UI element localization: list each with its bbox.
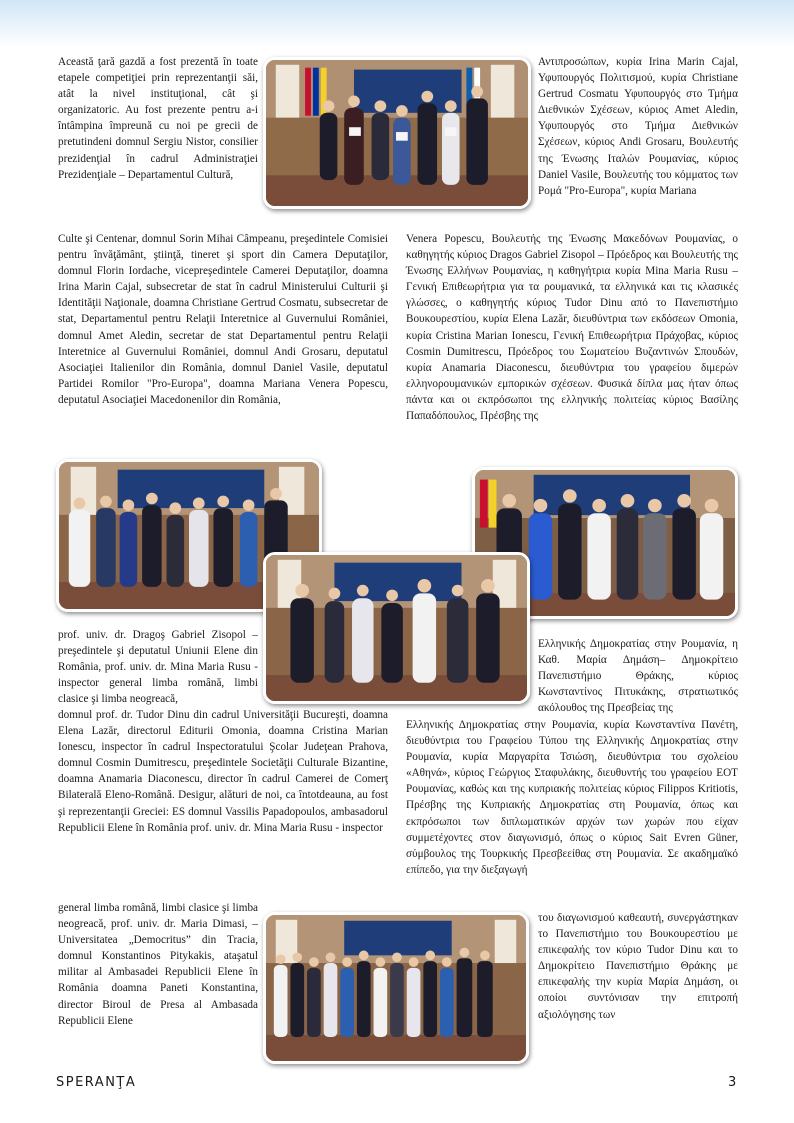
magazine-name: SPERANŢA xyxy=(56,1075,137,1090)
text-block-ro-intro: Această ţară gazdă a fost prezentă în toate etapele competiţiei prin reprezentanţii săi, atât la nivel instituţional, cât şi organizatoric. Au fost prezente pentru a-i întâmpina împreună cu noi pe grecii de pretutindeni domnul Sergiu Nistor, consilier prezidenţial în cadrul Administraţiei Prezidenţiale – Departamentul Cultură, xyxy=(58,56,258,181)
text-block-gr-continued: Venera Popescu, Βουλευτής της Ένωσης Μακεδόνων Ρουμανίας, ο καθηγητής κύριος Dragos Gabriel Zisopol – Πρόεδρος και Βουλευτής της Ένωσης Ελλήνων Ρουμανίας, η καθηγήτρια κυρία Mina Maria Rusu – Γενική Επιθεωρήτρια για τα ρουμανικά, τα ελληνικά και τις κλασικές γλώσσες, ο καθηγητής κύριος Tudor Dinu από το Πανεπιστήμιο Βουκουρεστίου, κυρία Elena Lazăr, διευθύντρια των εκδόσεων Omonia, κυρία Cristina Marian Ionescu, Γενική Επιθεωρήτρια Πράχοβας, κύριος Cosmin Dumitrescu, Πρόεδρος του Σωματείου Βυζαντινών Σπουδών, κυρία Anamaria Diaconescu, διευθύντρια του γραφείου διμερών ελληνορουμανικών εμπορικών σχέσεων. Φυσικά δίπλα μας ήταν όπως πάντα και οι εκπρόσωποι της ελληνικής πολιτείας κύριος Βασίλης Παπαδόπουλος, Πρέσβης της xyxy=(406,233,738,423)
text-block-gr-diplomats: Ελληνικής Δημοκρατίας στην Ρουμανία, κυρία Κωνσταντίνα Πανέτη, διευθύντρια του Γραφείου Τύπου της Ελληνικής Δημοκρατίας στην Ρουμανία, κυρία Μαργαρίτα Τσιώση, διευθύντρια του σχολείου «Αθηνά», κύριος Γεώργιος Σταφυλάκης, διευθυντής του γραφείου ΕΟΤ Ρουμανίας, καθώς και της κυπριακής πολιτείας κύριος Filippos Kritiotis, Πρέσβης της Κυπριακής Δημοκρατίας στη Ρουμανία, όπως και εκπρόσωποι των διπλωματικών αρχών των χωρών που είχαν συμμετέχοντες στον διαγωνισμό, όπως ο κύριος Sait Evren Güner, σύμβουλος της Τουρκικής Πρεσβεείθας στη Ρουμανία. Σε ακαδημαϊκό επίπεδο, για την διεξαγωγή xyxy=(406,719,738,876)
text-block-ro-officials: Culte şi Centenar, domnul Sorin Mihai Câmpeanu, preşedintele Comisiei pentru învăţământ, ştiinţă, tineret şi sport din Camera Deputaţilor, domnul Florin Iordache, vicepreşedintele Camerei Deputaţilor, doamna Irina Marin Cajal, subsecretar de stat în cadrul Ministerului Culturii şi Identităţii Naţionale, doamna Christiane Gertrud Cosmatu, subsecretar de stat, Departamentul pentru Relaţii Interetnice al Guvernului României, domnul Amet Aledin, secretar de stat Departamentul pentru Relaţii Interetnice al Guvernului României, domnul Andi Grosaru, deputatul Asociaţiei Italienilor din România, domnul Daniel Vasile, deputatul Partidei Romilor "Pro-Europa", doamna Mariana Venera Popescu, deputatul Asociaţiei Macedonenilor din România, xyxy=(58,233,388,406)
text-block-ro-guests: domnul prof. dr. Tudor Dinu din cadrul Universităţii Bucureşti, doamna Elena Lazăr, directorul Editurii Omonia, doamna Cristina Marian Ionescu, inspector în cadrul Inspectoratului Şcolar Judeţean Prahova, domnul Cosmin Dumitrescu, preşedintele Societăţii Culturale Bizantine, doamna Anamaria Diaconescu, director în cadrul Camerei de Comerţ Bilaterală Eleno-Română. Desigur, alături de noi, ca întotdeauna, au fost şi reprezentanţii Greciei: ES domnul Vassilis Papadopoulos, ambasadorul Republicii Elene în România prof. univ. dr. Mina Maria Rusu - inspector xyxy=(58,709,388,834)
page-number: 3 xyxy=(728,1075,737,1090)
text-block-ro-professors: prof. univ. dr. Dragoş Gabriel Zisopol – preşedintele şi deputatul Uniunii Elene din România, prof. univ. dr. Mina Maria Rusu - inspector general limba română, limbi clasice şi limba neogreacă, xyxy=(58,629,258,706)
event-photo-5 xyxy=(263,912,529,1064)
header-band xyxy=(0,0,794,48)
event-photo-4 xyxy=(263,552,530,704)
event-photo-1 xyxy=(263,57,531,209)
text-block-ro-greek-reps: general limba română, limbi clasice şi limba neogreacă, prof. univ. dr. Maria Dimasi, – Universitatea „Democritus” din Tracia, domnul Konstantinos Pitykakis, ataşatul militar al Ambasadei Republicii Elene în România doamna Paneti Konstantina, director Biroul de Presa al Ambasada Republicii Elene xyxy=(58,902,258,1027)
text-block-gr-officials: Αντιπροσώπων, κυρία Irina Marin Cajal, Υφυπουργός Πολιτισμού, κυρία Christiane Gertrud Cosmatu Υφυπουργός στο Τμήμα Διεθνικών Σχέσεων, κύριος Amet Aledin, Υφυπουργός στο Τμήμα Διεθνικών Σχέσεων, κύριος Andi Grosaru, Βουλευτής της Ένωσης Ιταλών Ρουμανίας, κύριος Daniel Vasile, Βουλευτής του κόμματος των Ρομά "Pro-Europa", κυρία Mariana xyxy=(538,56,738,197)
text-block-gr-academic: του διαγωνισμού καθεαυτή, συνεργάστηκαν το Πανεπιστήμιο του Βουκουρεστίου με επικεφαλής τον κύριο Tudor Dinu και το Δημοκρίτειο Πανεπιστήμιο Θράκης με επικεφαλής την κυρία Μαρία Δημάση, οι οποίοι συντόνισαν την επιτροπή αξιολόγησης των xyxy=(538,912,738,1021)
text-block-gr-embassy: Ελληνικής Δημοκρατίας στην Ρουμανία, η Καθ. Μαρία Δημάση– Δημοκρίτειο Πανεπιστήμιο Θράκης, κύριος Κωνσταντίνος Πιτυκάκης, στρατιωτικός ακόλουθος της Πρεσβείας της xyxy=(538,638,738,715)
